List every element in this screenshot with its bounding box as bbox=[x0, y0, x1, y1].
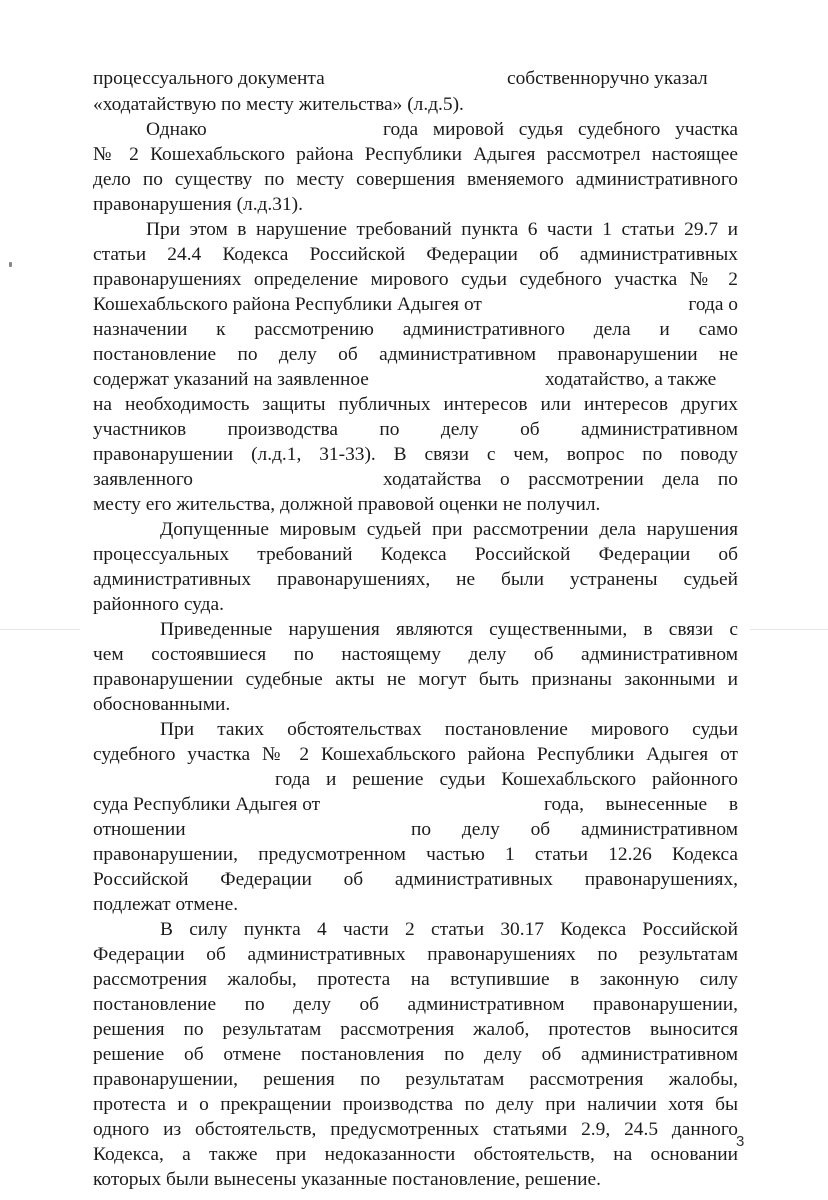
text-line: Российской Федерации об административных правонарушениях, bbox=[93, 869, 738, 890]
text-line: правонарушениях определение мирового судьи судебного участка № 2 bbox=[93, 269, 738, 290]
text-line: Федерации об административных правонарушениях по результатам bbox=[93, 944, 738, 965]
text-line: Однако года мировой судья судебного участка bbox=[146, 119, 738, 140]
text-line: правонарушения (л.д.31). bbox=[93, 194, 303, 215]
text-line: «ходатайствую по месту жительства» (л.д.5). bbox=[93, 94, 464, 115]
text-line: одного из обстоятельств, предусмотренных статьями 2.9, 24.5 данного bbox=[93, 1119, 738, 1140]
text-line: постановление по делу об административном правонарушении, bbox=[93, 994, 738, 1015]
text-line: заявленного ходатайства о рассмотрении дела по bbox=[93, 469, 738, 490]
text-line: назначении к рассмотрению административного дела и само bbox=[93, 319, 738, 340]
text-line: решение об отмене постановления по делу об административном bbox=[93, 1044, 738, 1065]
text-line: Кодекса, а также при недоказанности обстоятельств, на основании bbox=[93, 1144, 738, 1165]
text-line: участников производства по делу об административном bbox=[93, 419, 738, 440]
page-number: 3 bbox=[736, 1133, 745, 1150]
text-line: чем состоявшиеся по настоящему делу об административном bbox=[93, 644, 738, 665]
text-line: районного суда. bbox=[93, 594, 224, 615]
text-line: № 2 Кошехабльского района Республики Адыгея рассмотрел настоящее bbox=[93, 144, 738, 165]
text-line: При этом в нарушение требований пункта 6 части 1 статьи 29.7 и bbox=[146, 219, 738, 240]
text-line: постановление по делу об административном правонарушении не bbox=[93, 344, 738, 365]
text-line: месту его жительства, должной правовой оценки не получил. bbox=[93, 494, 601, 515]
text-line: года и решение судьи Кошехабльского районного bbox=[275, 769, 738, 790]
text-line: подлежат отмене. bbox=[93, 894, 239, 915]
fold-line bbox=[750, 629, 828, 630]
text-line: правонарушении, решения по результатам рассмотрения жалобы, bbox=[93, 1069, 738, 1090]
text-line: Приведенные нарушения являются существенными, в связи с bbox=[160, 619, 738, 640]
text-line: При таких обстоятельствах постановление мирового судьи bbox=[160, 719, 738, 740]
text-line: статьи 24.4 Кодекса Российской Федерации об административных bbox=[93, 244, 738, 265]
text-line: правонарушении, предусмотренном частью 1 статьи 12.26 Кодекса bbox=[93, 844, 738, 865]
text-line: Кошехабльского района Республики Адыгея от года о bbox=[93, 294, 738, 315]
text-line: суда Республики Адыгея от года, вынесенные в bbox=[93, 794, 738, 815]
text-line: правонарушении (л.д.1, 31-33). В связи с чем, вопрос по поводу bbox=[93, 444, 738, 465]
text-line: судебного участка № 2 Кошехабльского района Республики Адыгея от bbox=[93, 744, 738, 765]
text-line: протеста и о прекращении производства по делу при наличии хотя бы bbox=[93, 1094, 738, 1115]
scan-artifact bbox=[9, 262, 12, 267]
text-line: административных правонарушениях, не были устранены судьей bbox=[93, 569, 738, 590]
text-line: рассмотрения жалобы, протеста на вступившие в законную силу bbox=[93, 969, 738, 990]
text-line: содержат указаний на заявленное ходатайство, а также bbox=[93, 369, 717, 390]
fold-line bbox=[0, 629, 80, 630]
text-line: дело по существу по месту совершения вменяемого административного bbox=[93, 169, 738, 190]
text-line: процессуального документа собственноручно указал bbox=[93, 68, 708, 89]
text-line: правонарушении судебные акты не могут быть признаны законными и bbox=[93, 669, 738, 690]
text-line: обоснованными. bbox=[93, 694, 231, 715]
text-line: процессуальных требований Кодекса Российской Федерации об bbox=[93, 544, 738, 565]
text-line: которых были вынесены указанные постановление, решение. bbox=[93, 1169, 601, 1190]
text-line: на необходимость защиты публичных интересов или интересов других bbox=[93, 394, 738, 415]
text-line: отношении по делу об административном bbox=[93, 819, 738, 840]
text-line: В силу пункта 4 части 2 статьи 30.17 Кодекса Российской bbox=[160, 919, 738, 940]
text-line: решения по результатам рассмотрения жалоб, протестов выносится bbox=[93, 1019, 738, 1040]
text-line: Допущенные мировым судьей при рассмотрении дела нарушения bbox=[160, 519, 738, 540]
